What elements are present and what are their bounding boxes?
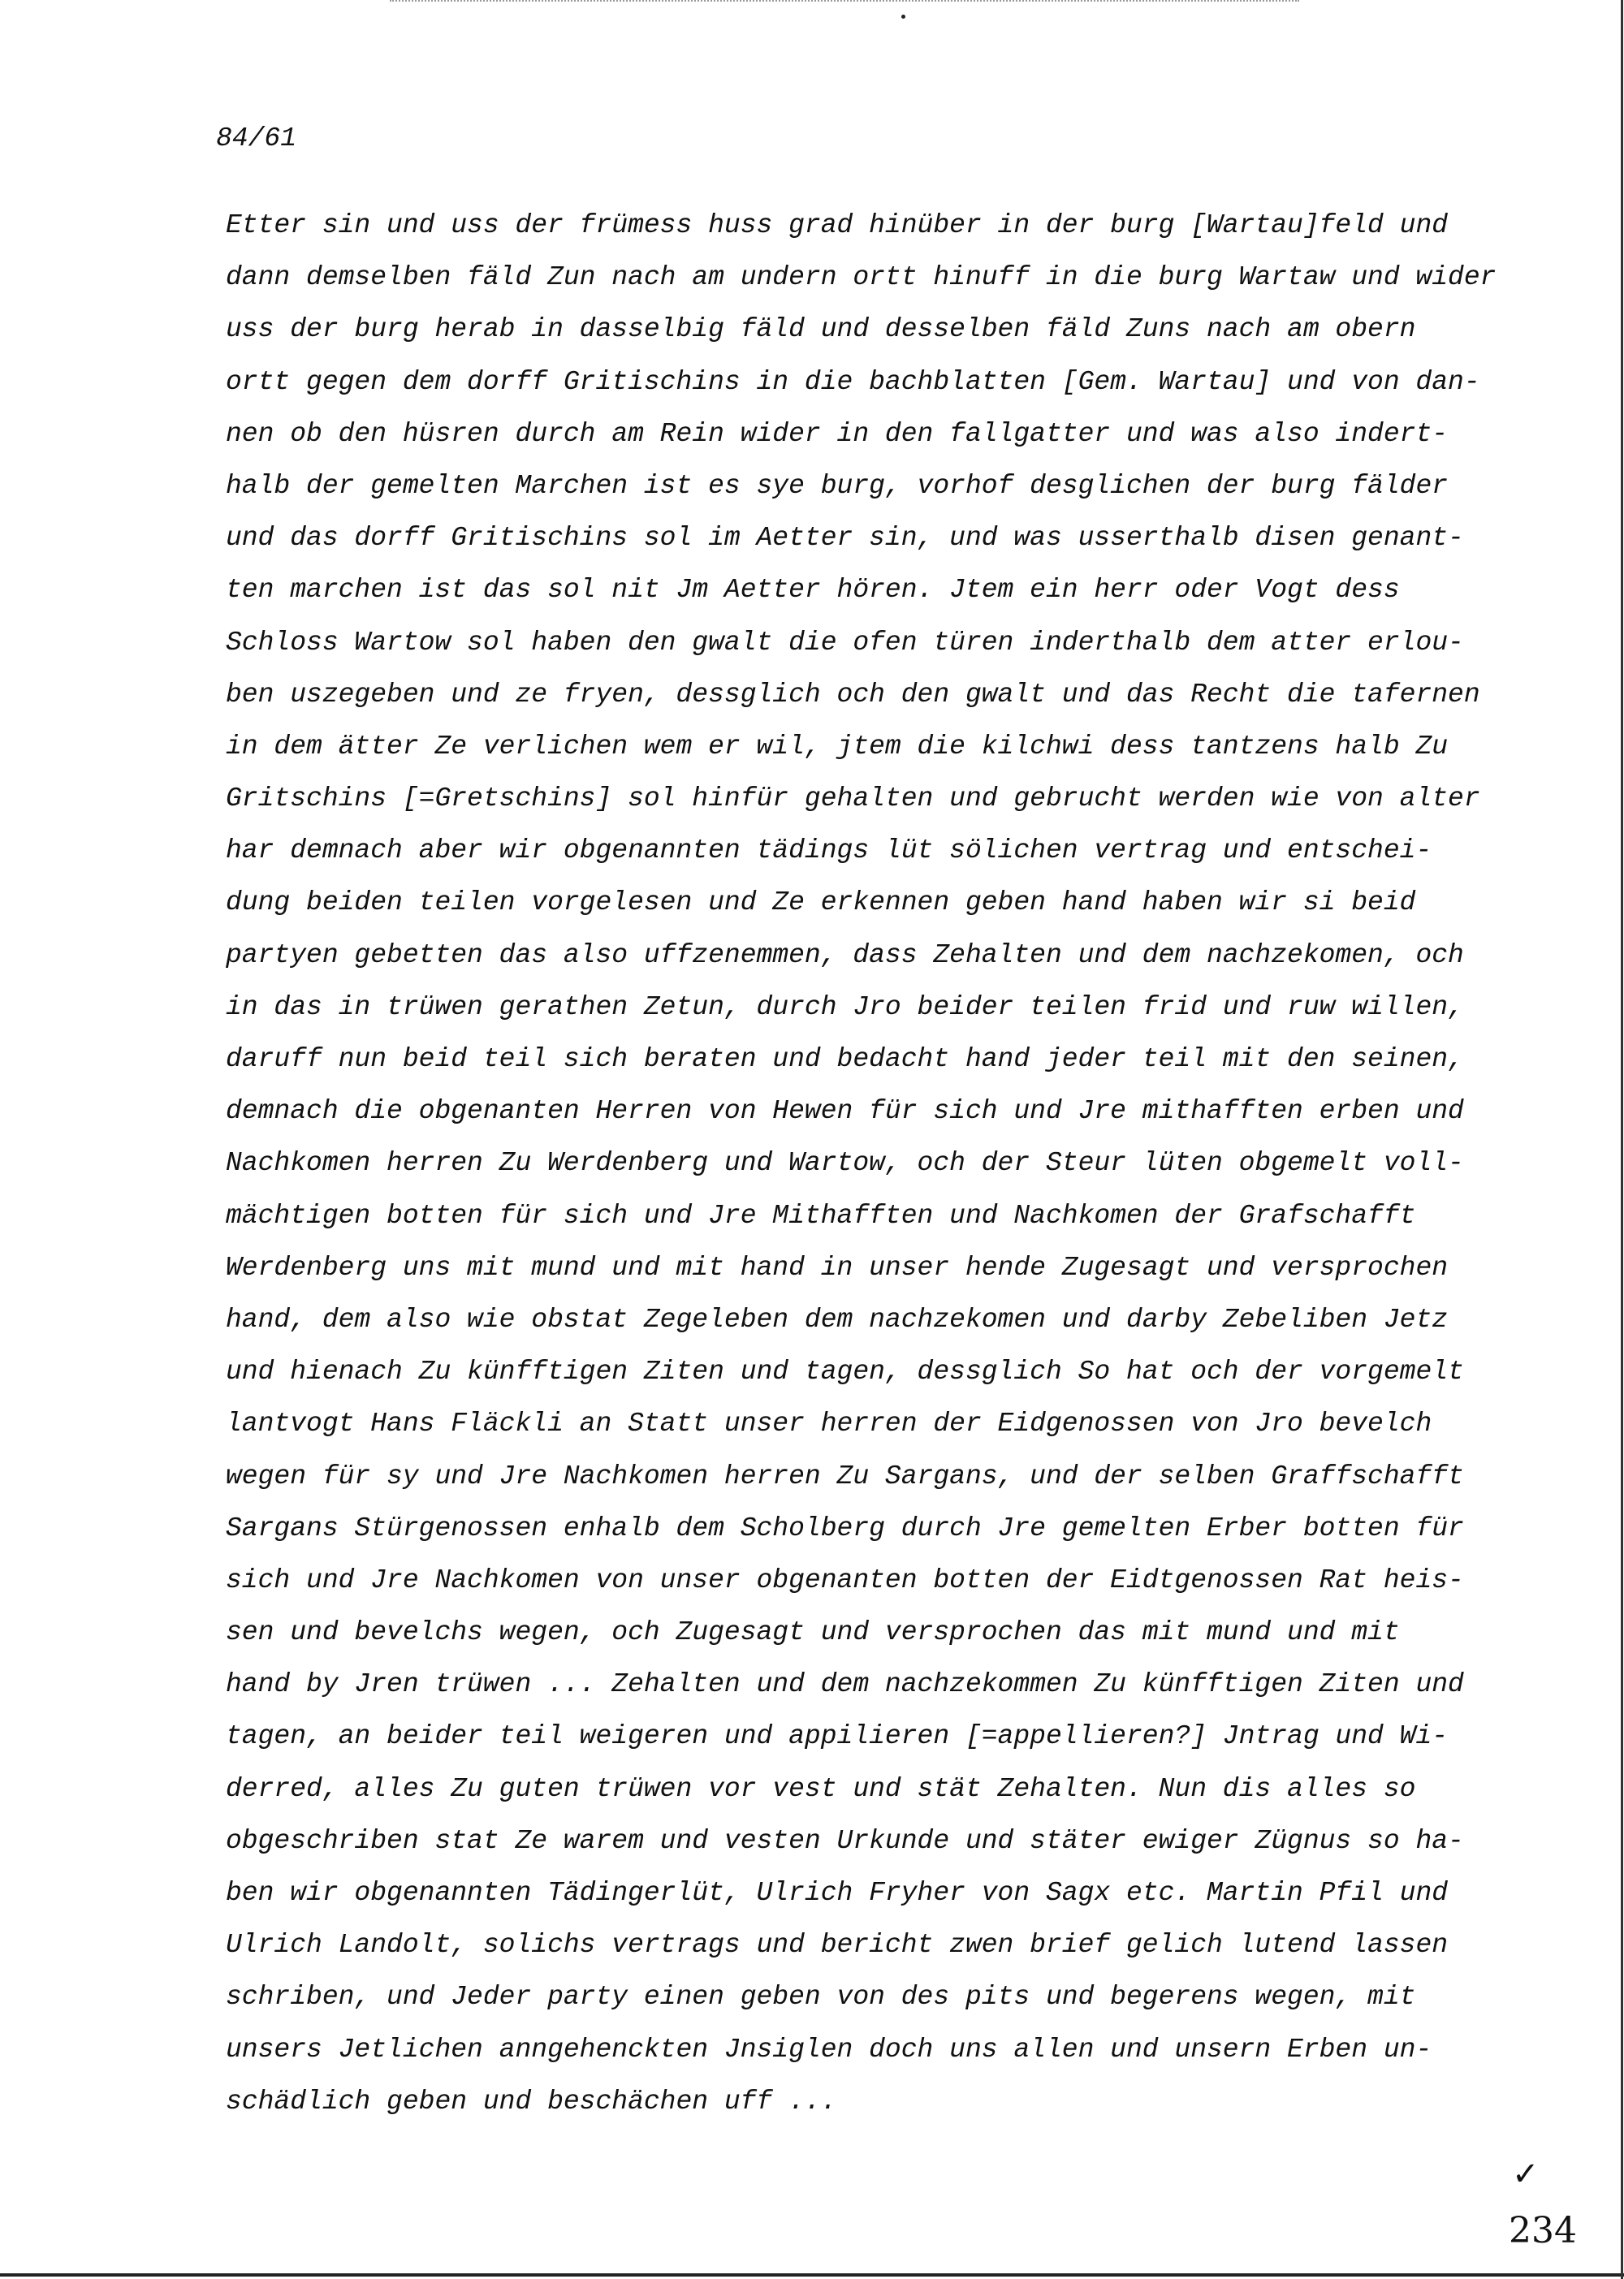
text-line: Sargans Stürgenossen enhalb dem Scholberg durch Jre gemelten Erber botten für [226, 1513, 1464, 1543]
scan-speck [901, 15, 905, 19]
text-line: derred, alles Zu guten trüwen vor vest und stät Zehalten. Nun dis alles so [226, 1773, 1416, 1804]
text-line: Nachkomen herren Zu Werdenberg und Wartow, och der Steur lüten obgemelt voll- [226, 1148, 1464, 1179]
text-line: ortt gegen dem dorff Gritischins in die bachblatten [Gem. Wartau] und von dan- [226, 366, 1480, 397]
text-line: halb der gemelten Marchen ist es sye burg, vorhof desglichen der burg fälder [226, 470, 1449, 501]
text-line: und das dorff Gritischins sol im Aetter sin, und was usserthalb disen genant- [226, 523, 1464, 554]
text-line: in das in trüwen gerathen Zetun, durch Jro beider teilen frid und ruw willen, [226, 991, 1464, 1022]
text-line: daruff nun beid teil sich beraten und bedacht hand jeder teil mit den seinen, [226, 1044, 1464, 1074]
text-line: hand, dem also wie obstat Zegeleben dem nachzekomen und darby Zebeliben Jetz [226, 1304, 1449, 1335]
text-line: lantvogt Hans Fläckli an Statt unser herren der Eidgenossen von Jro bevelch [226, 1409, 1432, 1439]
text-line: wegen für sy und Jre Nachkomen herren Zu Sargans, und der selben Graffschafft [226, 1461, 1464, 1491]
text-line: Etter sin und uss der frümess huss grad hinüber in der burg [Wartau]feld und [226, 210, 1449, 240]
text-line: schriben, und Jeder party einen geben von des pits und begerens wegen, mit [226, 1982, 1416, 2013]
text-line: demnach die obgenanten Herren von Hewen für sich und Jre mithafften erben und [226, 1096, 1464, 1127]
scan-edge-right [1621, 0, 1623, 2279]
text-line: tagen, an beider teil weigeren und appilieren [=appellieren?] Jntrag und Wi- [226, 1721, 1449, 1752]
handwritten-page-number: 234 [1509, 2210, 1577, 2251]
text-line: Gritschins [=Gretschins] sol hinfür gehalten und gebrucht werden wie von alter [226, 783, 1480, 814]
text-line: uss der burg herab in dasselbig fäld und desselben fäld Zuns nach am obern [226, 314, 1416, 345]
text-line: obgeschriben stat Ze warem und vesten Urkunde und stäter ewiger Zügnus so ha- [226, 1825, 1464, 1856]
text-line: Ulrich Landolt, solichs vertrags und bericht zwen brief gelich lutend lassen [226, 1930, 1449, 1961]
document-reference: 84/61 [216, 123, 297, 153]
text-line: sich und Jre Nachkomen von unser obgenanten botten der Eidtgenossen Rat heis- [226, 1565, 1464, 1595]
text-line: dann demselben fäld Zun nach am undern ortt hinuff in die burg Wartaw und wider [226, 262, 1497, 293]
text-line: ben wir obgenannten Tädingerlüt, Ulrich Fryher von Sagx etc. Martin Pfil und [226, 1878, 1449, 1908]
text-line: und hienach Zu künfftigen Ziten und tagen, dessglich So hat och der vorgemelt [226, 1357, 1464, 1388]
scan-edge-top [390, 0, 1299, 3]
text-line: Werdenberg uns mit mund und mit hand in unser hende Zugesagt und versprochen [226, 1252, 1449, 1283]
text-line: sen und bevelchs wegen, och Zugesagt und versprochen das mit mund und mit [226, 1617, 1400, 1648]
text-line: in dem ätter Ze verlichen wem er wil, jtem die kilchwi dess tantzens halb Zu [226, 731, 1449, 762]
text-line: Schloss Wartow sol haben den gwalt die ofen türen inderthalb dem atter erlou- [226, 627, 1464, 658]
text-line: ten marchen ist das sol nit Jm Aetter hören. Jtem ein herr oder Vogt dess [226, 575, 1400, 606]
document-body [226, 200, 1590, 2128]
text-line: dung beiden teilen vorgelesen und Ze erkennen geben hand haben wir si beid [226, 887, 1416, 918]
checkmark-annotation: ✓ [1512, 2156, 1540, 2193]
text-line: unsers Jetlichen anngehenckten Jnsiglen doch uns allen und unsern Erben un- [226, 2034, 1432, 2065]
text-line: ben uszegeben und ze fryen, dessglich och den gwalt und das Recht die tafernen [226, 679, 1480, 710]
text-line: partyen gebetten das also uffzenemmen, dass Zehalten und dem nachzekomen, och [226, 939, 1464, 970]
scan-edge-bottom [0, 2273, 1624, 2277]
text-line: nen ob den hüsren durch am Rein wider in den fallgatter und was also indert- [226, 418, 1449, 449]
text-line: schädlich geben und beschächen uff ... [226, 2086, 837, 2117]
text-line: mächtigen botten für sich und Jre Mithafften und Nachkomen der Grafschafft [226, 1200, 1416, 1231]
text-line: har demnach aber wir obgenannten tädings lüt sölichen vertrag und entschei- [226, 835, 1432, 866]
text-line: hand by Jren trüwen ... Zehalten und dem nachzekommen Zu künfftigen Ziten und [226, 1669, 1464, 1700]
